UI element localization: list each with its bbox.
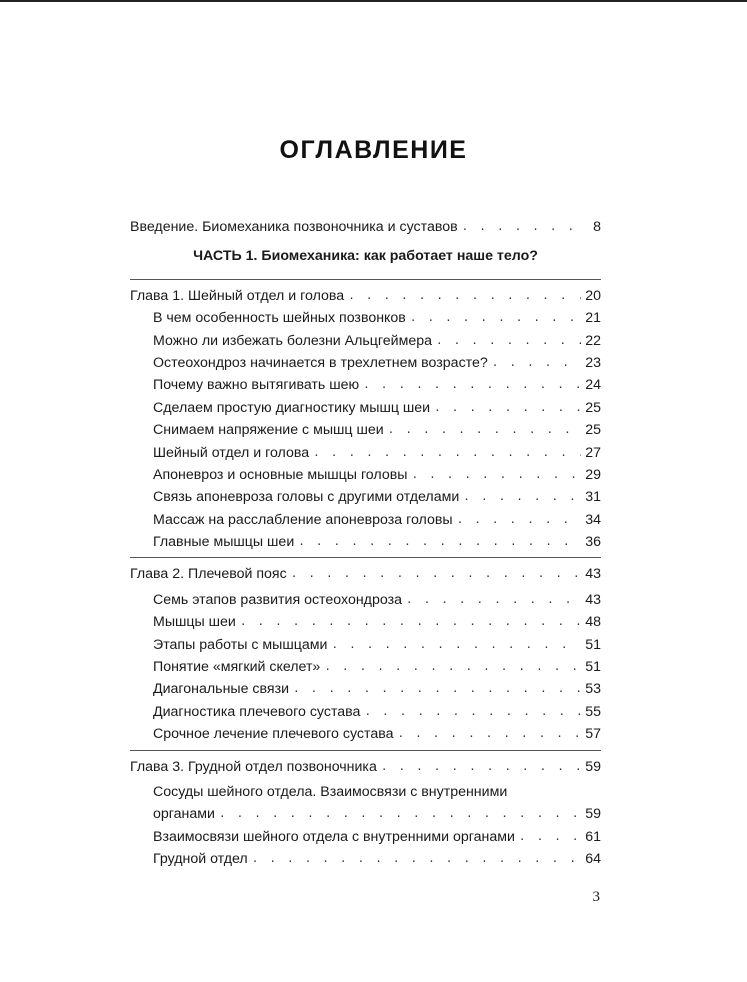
toc-entry-page: 27 xyxy=(585,444,601,461)
section-divider xyxy=(130,279,601,280)
toc-entry xyxy=(130,723,601,745)
dot-leader xyxy=(363,374,581,396)
toc-entry-text: Мышцы шеи xyxy=(153,614,236,631)
toc-chapter-3 xyxy=(130,756,601,778)
toc-entry-text: Глава 2. Плечевой пояс xyxy=(130,566,287,583)
toc-entry xyxy=(130,397,601,419)
toc-entry-text: Глава 1. Шейный отдел и голова xyxy=(130,287,345,304)
dot-leader xyxy=(364,701,581,723)
toc-entry-text: Массаж на расслабление апоневроза головы xyxy=(153,511,453,528)
dot-leader xyxy=(324,656,581,678)
dot-leader xyxy=(411,464,581,486)
toc-entry xyxy=(130,486,601,508)
toc-entry xyxy=(130,531,601,553)
toc-entry-text: Диагностика плечевого сустава xyxy=(153,703,361,720)
top-rule xyxy=(0,0,747,2)
dot-leader xyxy=(492,352,581,374)
toc-entry-page: 24 xyxy=(585,377,601,394)
toc-entry-page: 29 xyxy=(585,466,601,483)
toc-entry xyxy=(130,374,601,396)
section-divider xyxy=(130,750,601,751)
section-divider xyxy=(130,557,601,558)
page-title: ОГЛАВЛЕНИЕ xyxy=(279,136,468,164)
dot-leader xyxy=(410,307,581,329)
toc-entry xyxy=(130,419,601,441)
toc-entry-page: 55 xyxy=(585,703,601,720)
toc-entry xyxy=(130,352,601,374)
toc-entry-page: 21 xyxy=(585,310,601,327)
toc-entry-page: 25 xyxy=(585,399,601,416)
toc-entry-text: В чем особенность шейных позвонков xyxy=(153,310,406,327)
toc-entry-text: Семь этапов развития остеохондроза xyxy=(153,591,402,608)
dot-leader xyxy=(388,419,582,441)
toc-entry xyxy=(130,611,601,633)
dot-leader xyxy=(463,486,581,508)
toc-chapter-2 xyxy=(130,563,601,585)
toc-entry-page: 34 xyxy=(585,511,601,528)
toc-entry-text: Этапы работы с мышцами xyxy=(153,636,328,653)
toc-entry xyxy=(130,442,601,464)
toc-entry-text: Срочное лечение плечевого сустава xyxy=(153,726,394,743)
part-heading: ЧАСТЬ 1. Биомеханика: как работает наше тело? xyxy=(193,248,538,265)
toc-entry-text: Связь апоневроза головы с другими отделами xyxy=(153,489,460,506)
toc-entry-page: 51 xyxy=(585,659,601,676)
toc-entry-line1 xyxy=(130,781,601,803)
toc-entry-text: Апоневроз и основные мышцы головы xyxy=(153,466,408,483)
toc-entry-text: Введение. Биомеханика позвоночника и суставов xyxy=(130,218,458,235)
toc-entry-page: 64 xyxy=(585,851,601,868)
toc-entry-text: Грудной отдел xyxy=(153,851,248,868)
toc-entry xyxy=(130,678,601,700)
toc-entry-page: 43 xyxy=(585,566,601,583)
toc-entry-page: 8 xyxy=(593,218,601,235)
toc-entry-page: 61 xyxy=(585,828,601,845)
toc-entry-page: 59 xyxy=(585,806,601,823)
toc-entry-page: 53 xyxy=(585,681,601,698)
toc-entry-page: 59 xyxy=(585,758,601,775)
dot-leader xyxy=(381,756,581,778)
toc-entry xyxy=(130,848,601,870)
toc-entry-text: Сделаем простую диагностику мышц шеи xyxy=(153,399,431,416)
toc-entry xyxy=(130,307,601,329)
toc-entry-page: 36 xyxy=(585,534,601,551)
dot-leader xyxy=(313,442,581,464)
dot-leader xyxy=(436,330,581,352)
toc-entry-text: Шейный отдел и голова xyxy=(153,444,310,461)
dot-leader xyxy=(457,509,582,531)
toc-entry-intro xyxy=(130,216,601,238)
toc-entry-page: 23 xyxy=(585,354,601,371)
dot-leader xyxy=(252,848,582,870)
toc-entry-text: Снимаем напряжение с мышц шеи xyxy=(153,422,384,439)
toc-entry-page: 48 xyxy=(585,614,601,631)
toc-entry-text: Диагональные связи xyxy=(153,681,290,698)
dot-leader xyxy=(293,678,581,700)
toc-entry-page: 43 xyxy=(585,591,601,608)
toc-chapter-1 xyxy=(130,285,601,307)
toc-entry-page: 57 xyxy=(585,726,601,743)
toc-entry-text: Остеохондроз начинается в трехлетнем возрасте? xyxy=(153,354,488,371)
toc-entry-text: Понятие «мягкий скелет» xyxy=(153,659,321,676)
toc-entry-page: 31 xyxy=(585,489,601,506)
toc-entry xyxy=(130,589,601,611)
toc-entry-text: Сосуды шейного отдела. Взаимосвязи с внутренними xyxy=(153,783,508,800)
toc-entry-page: 20 xyxy=(585,287,601,304)
toc-entry xyxy=(130,509,601,531)
toc-entry-page: 25 xyxy=(585,422,601,439)
dot-leader xyxy=(240,611,581,633)
page-number: 3 xyxy=(592,889,600,905)
toc-entry-text: Можно ли избежать болезни Альцгеймера xyxy=(153,332,433,349)
dot-leader xyxy=(462,216,583,238)
toc-entry-text: Почему важно вытягивать шею xyxy=(153,377,360,394)
table-of-contents xyxy=(130,216,601,871)
toc-entry-text: Глава 3. Грудной отдел позвоночника xyxy=(130,758,377,775)
dot-leader xyxy=(519,826,581,848)
toc-entry xyxy=(130,803,601,825)
dot-leader xyxy=(298,531,581,553)
toc-entry xyxy=(130,330,601,352)
toc-entry-text: органами xyxy=(153,806,215,823)
toc-entry-page: 51 xyxy=(585,636,601,653)
toc-entry-text: Взаимосвязи шейного отдела с внутренними органами xyxy=(153,828,515,845)
toc-entry xyxy=(130,634,601,656)
toc-entry-page: 22 xyxy=(585,332,601,349)
toc-entry xyxy=(130,826,601,848)
dot-leader xyxy=(406,589,581,611)
toc-entry-text: Главные мышцы шеи xyxy=(153,534,295,551)
dot-leader xyxy=(291,563,582,585)
dot-leader xyxy=(219,803,581,825)
dot-leader xyxy=(348,285,581,307)
toc-entry xyxy=(130,656,601,678)
toc-entry xyxy=(130,464,601,486)
toc-entry xyxy=(130,701,601,723)
dot-leader xyxy=(397,723,581,745)
dot-leader xyxy=(434,397,581,419)
dot-leader xyxy=(331,634,581,656)
